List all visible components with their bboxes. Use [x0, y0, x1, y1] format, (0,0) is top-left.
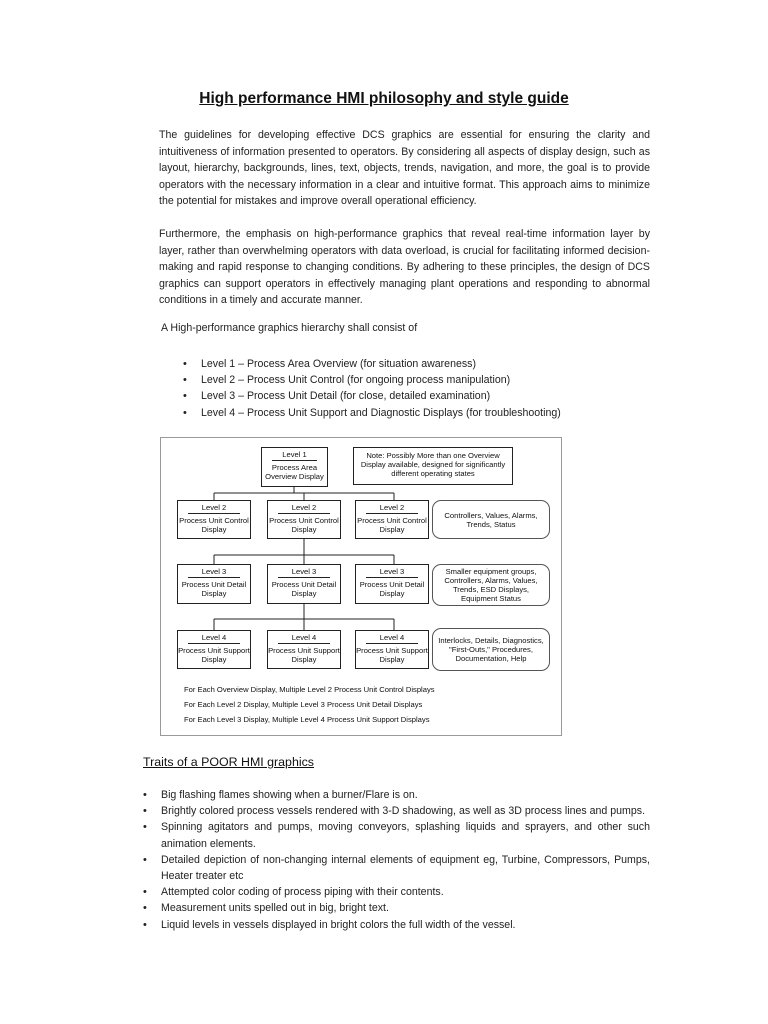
- level-label: Level 3: [366, 567, 418, 578]
- diagram-footnote: For Each Level 2 Display, Multiple Level 3 Process Unit Detail Displays: [184, 700, 423, 709]
- level-label: Level 4: [278, 633, 330, 644]
- level1-box: [261, 447, 328, 487]
- list-item: • Attempted color coding of process piping with their contents.: [143, 884, 650, 900]
- level2-box: [267, 500, 341, 539]
- list-item: • Spinning agitators and pumps, moving conveyors, splashing liquids and sprayers, and other such animation elements.: [143, 819, 650, 851]
- hierarchy-levels-list: [183, 356, 613, 421]
- level-label: Level 3: [188, 567, 240, 578]
- level-label: Level 3: [278, 567, 330, 578]
- list-item: • Level 2 – Process Unit Control (for ongoing process manipulation): [183, 372, 613, 388]
- poor-traits-list: [143, 787, 650, 933]
- list-item: • Big flashing flames showing when a burner/Flare is on.: [143, 787, 650, 803]
- level3-box: [177, 564, 251, 604]
- list-item: • Level 4 – Process Unit Support and Diagnostic Displays (for troubleshooting): [183, 405, 613, 421]
- list-item: • Detailed depiction of non-changing internal elements of equipment eg, Turbine, Compressors, Pumps, Heater treater etc: [143, 852, 650, 884]
- traits-heading: Traits of a POOR HMI graphics: [143, 755, 314, 769]
- level3-box: [355, 564, 429, 604]
- list-item: • Liquid levels in vessels displayed in bright colors the full width of the vessel.: [143, 917, 650, 933]
- level3-contents: Smaller equipment groups, Controllers, Alarms, Values, Trends, ESD Displays, Equipment Status: [432, 564, 550, 606]
- emphasis-paragraph: Furthermore, the emphasis on high-performance graphics that reveal real-time information layer by layer, rather than overwhelming operators with data overload, is crucial for facilitating informed decision-making and rapid response to changing conditions. By adhering to these principles, the design of DCS graphics can support operators in effectively managing plant operations and responding to abnormal conditions in a timely and accurate manner.: [159, 228, 650, 306]
- level2-box: [355, 500, 429, 539]
- level-name: Process Unit Detail Display: [359, 580, 425, 598]
- hierarchy-lead: A High-performance graphics hierarchy shall consist of: [161, 322, 418, 334]
- level-name: Process Unit Detail Display: [271, 580, 337, 598]
- level4-box: [177, 630, 251, 669]
- level-label: Level 2: [188, 503, 240, 514]
- level-name: Process Unit Support Display: [178, 646, 250, 664]
- level3-box: [267, 564, 341, 604]
- level-name: Process Unit Support Display: [356, 646, 428, 664]
- level-name: Process Unit Control Display: [269, 516, 339, 534]
- list-item: • Measurement units spelled out in big, bright text.: [143, 900, 650, 916]
- level2-box: [177, 500, 251, 539]
- level-name: Process Unit Detail Display: [181, 580, 247, 598]
- level4-contents: Interlocks, Details, Diagnostics, "First-Outs," Procedures, Documentation, Help: [432, 628, 550, 671]
- overview-note: Note: Possibly More than one Overview Display available, designed for significantly different operating states: [353, 447, 513, 485]
- hierarchy-diagram: [160, 437, 562, 736]
- list-item: • Level 3 – Process Unit Detail (for close, detailed examination): [183, 388, 613, 404]
- intro-paragraph: The guidelines for developing effective DCS graphics are essential for ensuring the clarity and intuitiveness of information presented to operators. By considering all aspects of display design, such as layout, hierarchy, backgrounds, lines, text, objects, trends, navigation, and more, the goal is to provide operators with the necessary information in a clear and intuitive format. This approach aims to minimize the potential for mistakes and improve overall operational efficiency.: [159, 129, 650, 207]
- level-name: Process Area Overview Display: [265, 463, 324, 481]
- diagram-footnote: For Each Overview Display, Multiple Level 2 Process Unit Control Displays: [184, 685, 435, 694]
- level-name: Process Unit Control Display: [179, 516, 249, 534]
- list-item: • Level 1 – Process Area Overview (for situation awareness): [183, 356, 613, 372]
- diagram-footnote: For Each Level 3 Display, Multiple Level 4 Process Unit Support Displays: [184, 715, 430, 724]
- level-label: Level 1: [272, 450, 317, 461]
- level-label: Level 2: [278, 503, 330, 514]
- level-name: Process Unit Control Display: [357, 516, 427, 534]
- level-label: Level 2: [366, 503, 418, 514]
- page-title: High performance HMI philosophy and style guide: [199, 90, 569, 107]
- list-item: • Brightly colored process vessels rendered with 3-D shadowing, as well as 3D process lines and pumps.: [143, 803, 650, 819]
- level4-box: [355, 630, 429, 669]
- level2-contents: Controllers, Values, Alarms, Trends, Status: [432, 500, 550, 539]
- level-label: Level 4: [366, 633, 418, 644]
- level-name: Process Unit Support Display: [268, 646, 340, 664]
- level-label: Level 4: [188, 633, 240, 644]
- level4-box: [267, 630, 341, 669]
